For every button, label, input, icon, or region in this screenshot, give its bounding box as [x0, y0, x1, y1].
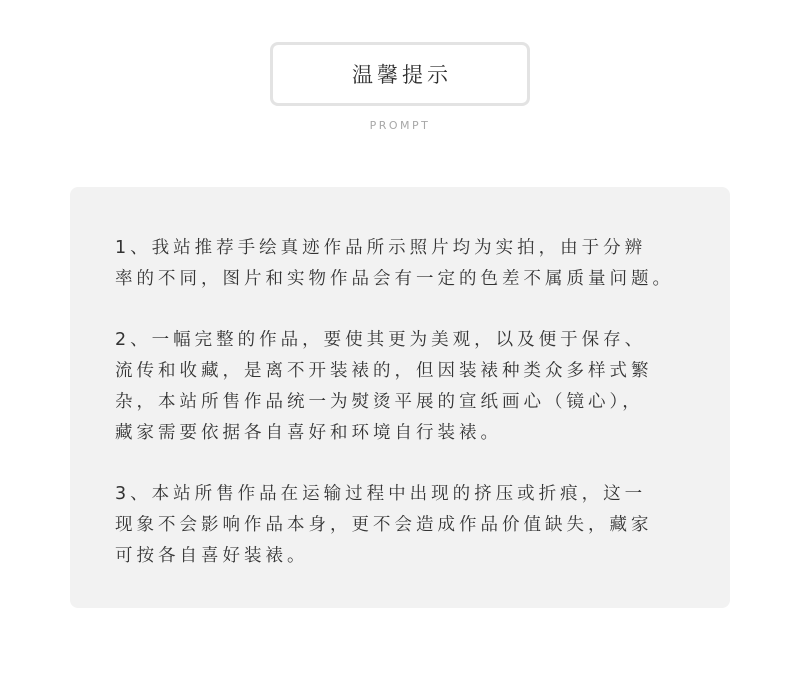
- title-box: [270, 42, 530, 106]
- notice-item-3: 3、本站所售作品在运输过程中出现的挤压或折痕，这一 现象不会影响作品本身，更不会造成作品价值缺失，藏家 可按各自喜好装裱。: [115, 484, 653, 566]
- notice-item-2: 2、一幅完整的作品，要使其更为美观，以及便于保存、 流传和收藏，是离不开装裱的，但因装裱种类众多样式繁 杂，本站所售作品统一为熨烫平展的宣纸画心（镜心）， 藏家需要依据各自喜好和环境自行装裱。: [115, 330, 653, 443]
- notice-card: [70, 187, 730, 608]
- notice-item-1: 1、我站推荐手绘真迹作品所示照片均为实拍，由于分辨 率的不同，图片和实物作品会有一定的色差不属质量问题。: [115, 238, 674, 289]
- page-subtitle: PROMPT: [369, 119, 431, 132]
- page-title: 温馨提示: [352, 63, 452, 87]
